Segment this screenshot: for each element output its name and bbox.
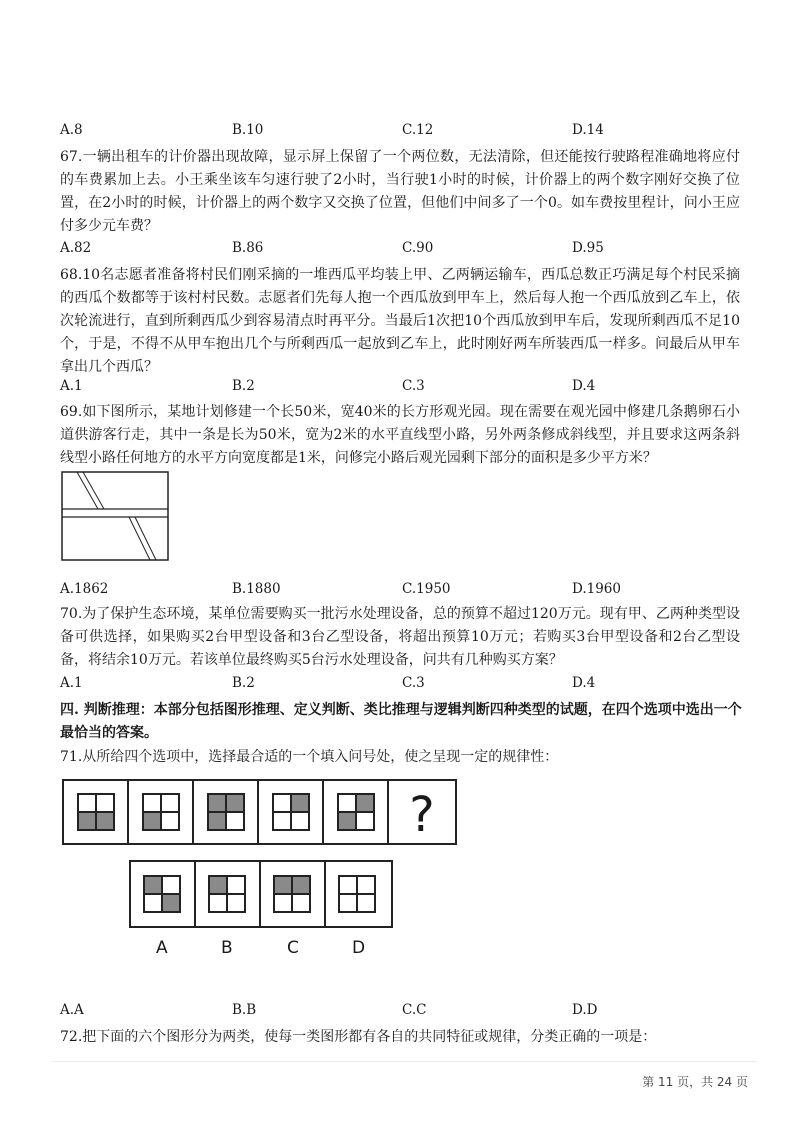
q68-option-a: A.1: [60, 378, 83, 394]
q67-option-b: B.86: [232, 240, 264, 256]
q70-option-d: D.4: [572, 675, 596, 691]
sequence-figure-2: [143, 794, 179, 830]
q69-option-b: B.1880: [232, 581, 281, 597]
park-outline: [62, 472, 168, 560]
choice-figure-b: [209, 876, 245, 912]
q72-text: 72.把下面的六个图形分为两类，使每一类图形都有各自的共同特征或规律，分类正确的一项是：: [60, 1029, 657, 1045]
q71-option-b: B.B: [232, 1002, 257, 1018]
q71-text: 71.从所给四个选项中，选择最合适的一个填入问号处，使之呈现一定的规律性：: [60, 749, 559, 765]
q71-option-c: C.C: [402, 1002, 427, 1018]
choice-letter-c: C: [287, 938, 299, 958]
q67-option-d: D.95: [572, 240, 604, 256]
diagonal-path-1b: [83, 472, 104, 509]
q70-text: 70.为了保护生态环境，某单位需要购买一批污水处理设备，总的预算不超过120万元。现有甲、乙两种类型设备可供选择，如果购买2台甲型设备和3台乙型设备，将超出预算10万元；若购买3台甲型设备和2台乙型设备，将结余10万元。若该单位最终购买5台污水处理设备，问共有几种购买方案？: [60, 606, 740, 668]
sequence-figure-3: [208, 794, 244, 830]
q67-text: 67.一辆出租车的计价器出现故障，显示屏上保留了一个两位数，无法清除，但还能按行驶路程准确地将应付的车费累加上去。小王乘坐该车匀速行驶了2小时，当行驶1小时的时候，计价器上的两个数字刚好交换了位置，在2小时的时候，计价器上的两个数字又交换了位置，但他们中间多了一个0。如车费按里程计，问小王应付多少元车费？: [60, 149, 740, 234]
q70-option-a: A.1: [60, 675, 83, 691]
q67-option-c: C.90: [402, 240, 434, 256]
q68-text: 68.10名志愿者准备将村民们刚采摘的一堆西瓜平均装上甲、乙两辆运输车，西瓜总数正巧满足每个村民采摘的西瓜个数都等于该村村民数。志愿者们先每人抱一个西瓜放到甲车上，然后每人抱一个西瓜放到乙车上，依次轮流进行，直到所剩西瓜少到容易清点时再平分。当最后1次把10个西瓜放到甲车后，发现所剩西瓜不足10个，于是，不得不从甲车抱出几个与所剩西瓜一起放到乙车上，此时刚好两车所装西瓜一样多。问最后从甲车拿出几个西瓜？: [60, 267, 740, 375]
choice-letter-a: A: [156, 938, 168, 958]
section-4-heading: 四. 判断推理：本部分包括图形推理、定义判断、类比推理与逻辑判断四种类型的试题，在四个选项中选出一个最恰当的答案。: [60, 702, 742, 741]
q69-option-c: C.1950: [402, 581, 451, 597]
q71-choices: [129, 860, 393, 928]
diagonal-path-2a: [129, 517, 150, 560]
q68-option-d: D.4: [572, 378, 596, 394]
q66-option-d: D.14: [572, 122, 604, 138]
choice-figure-c: [274, 876, 310, 912]
q71-sequence: [62, 779, 457, 845]
sequence-figure-5: [338, 794, 374, 830]
question-mark: ?: [409, 787, 435, 843]
diagonal-path-2b: [135, 517, 156, 560]
q71-option-d: D.D: [572, 1002, 598, 1018]
q67-option-a: A.82: [60, 240, 92, 256]
park-diagram: [60, 470, 170, 562]
q68-option-b: B.2: [232, 378, 255, 394]
footer-divider: [52, 1061, 757, 1062]
q69-option-a: A.1862: [60, 581, 109, 597]
q69-text: 69.如下图所示，某地计划修建一个长50米，宽40米的长方形观光园。现在需要在观光园中修建几条鹅卵石小道供游客行走，其中一条是长为50米，宽为2米的水平直线型小路，另外两条修成斜线型，并且要求这两条斜线型小路任何地方的水平方向宽度都是1米，问修完小路后观光园剩下部分的面积是多少平方米？: [60, 404, 740, 466]
choice-letter-d: D: [352, 938, 366, 958]
q69-option-d: D.1960: [572, 581, 621, 597]
q66-option-c: C.12: [402, 122, 434, 138]
sequence-figure-4: [273, 794, 309, 830]
q70-option-b: B.2: [232, 675, 255, 691]
sequence-frame: [63, 780, 456, 844]
q68-option-c: C.3: [402, 378, 425, 394]
q66-option-a: A.8: [60, 122, 83, 138]
choice-figure-d: [339, 876, 375, 912]
choice-figure-a: [144, 876, 180, 912]
page-number: 第 11 页，共 24 页: [642, 1075, 748, 1089]
q71-option-a: A.A: [60, 1002, 84, 1018]
choice-letter-b: B: [221, 938, 233, 958]
q70-option-c: C.3: [402, 675, 425, 691]
diagonal-path-1a: [77, 472, 98, 509]
q66-option-b: B.10: [232, 122, 264, 138]
sequence-figure-1: [78, 794, 114, 830]
